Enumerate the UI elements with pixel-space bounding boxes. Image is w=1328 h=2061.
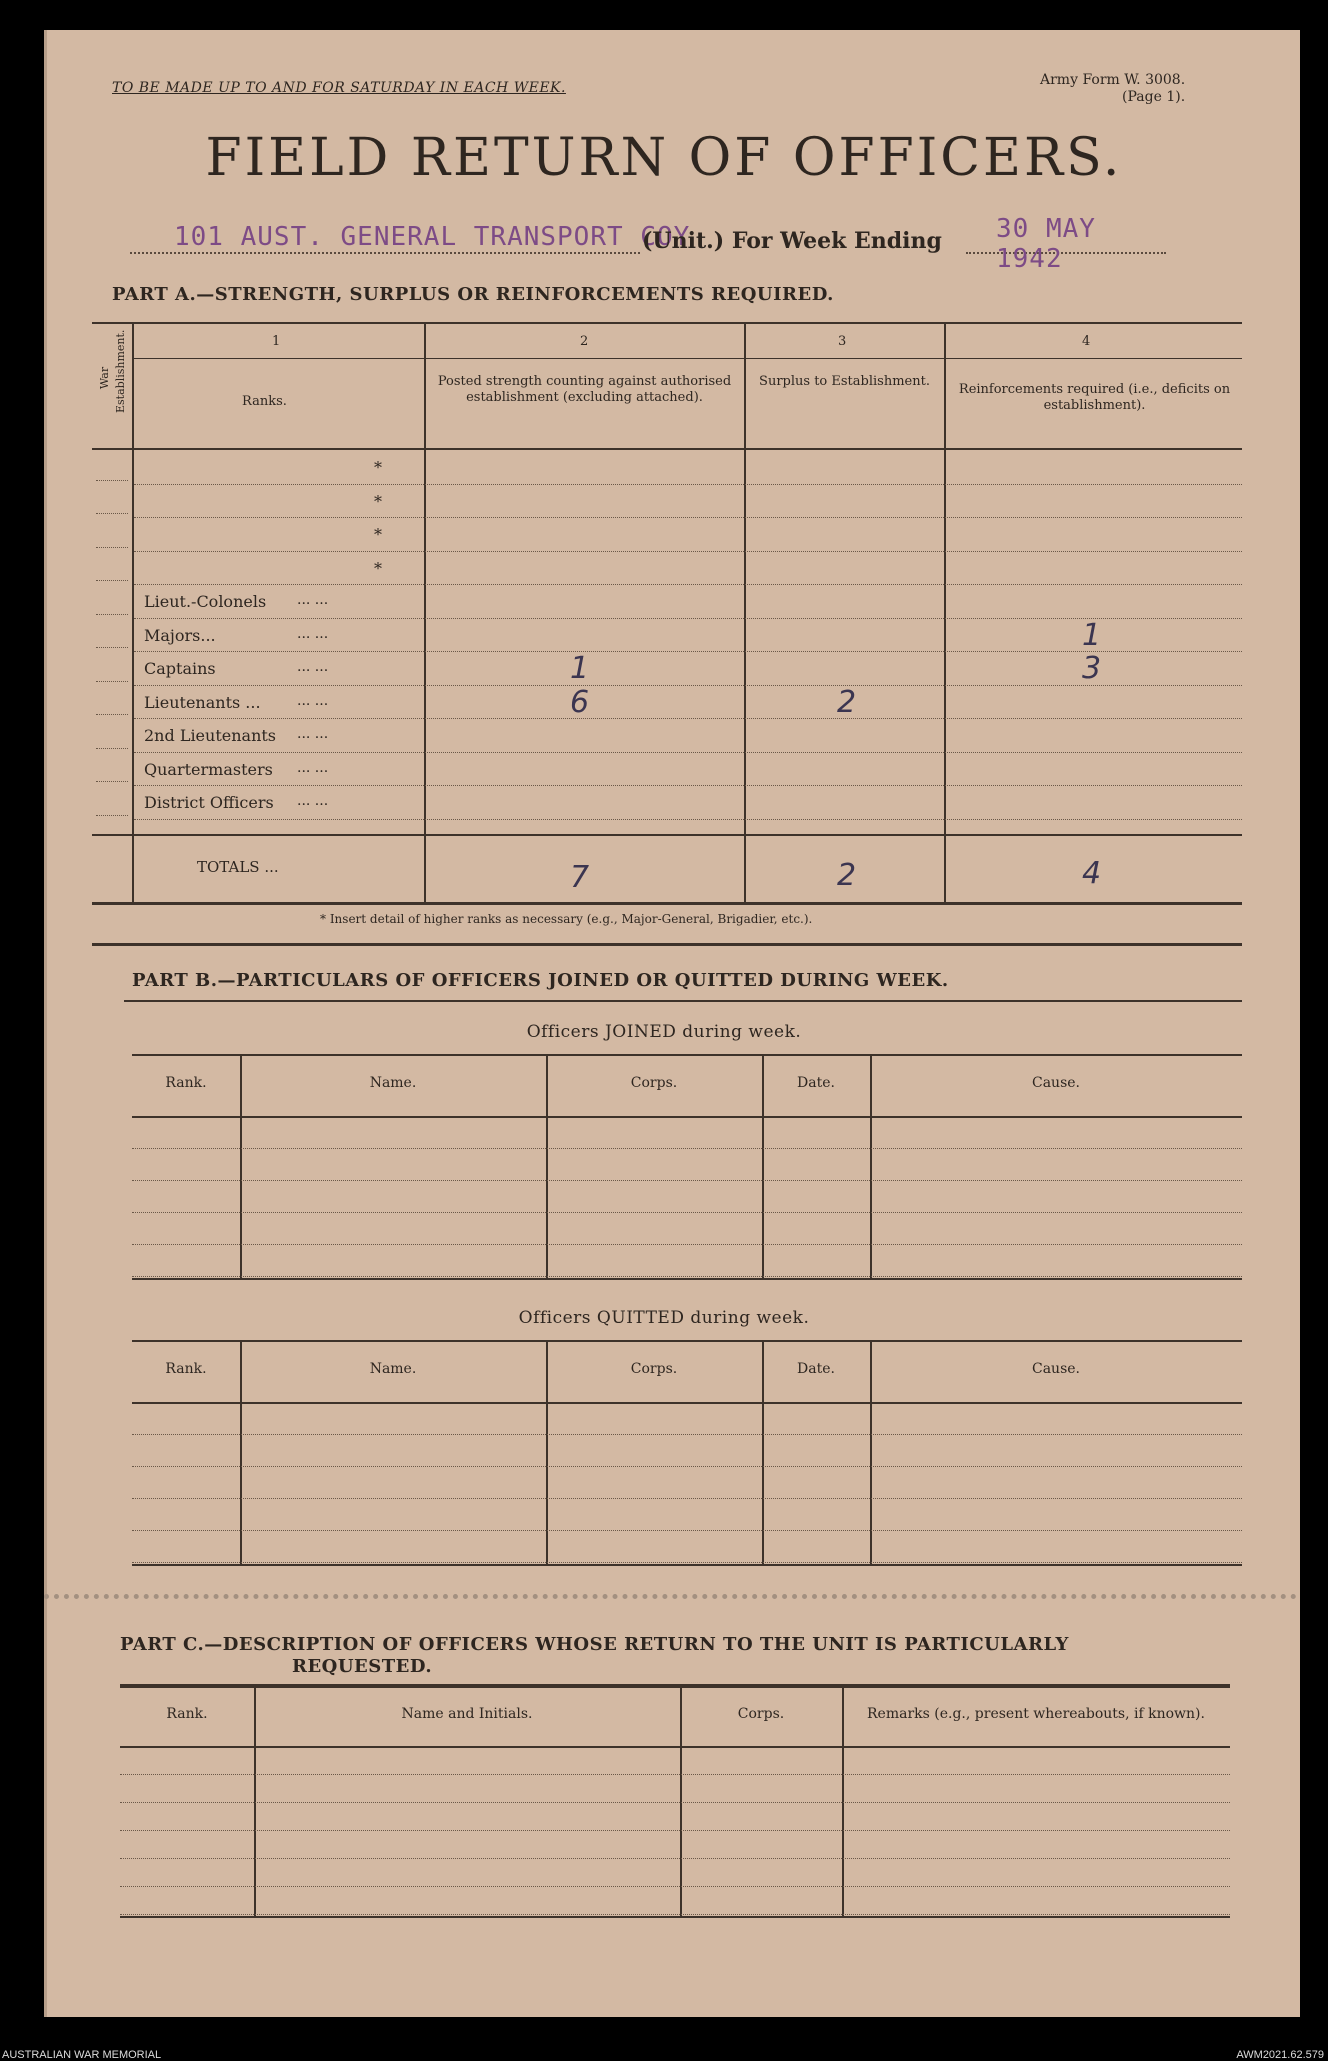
rank-dots: ... ... — [297, 592, 329, 608]
rank-dots: ... ... — [297, 759, 329, 776]
war-est-dots — [96, 781, 128, 782]
date-stamp: 30 MAY 1942 — [996, 214, 1096, 274]
table-header-rule — [132, 1402, 1242, 1404]
table-dotted-row — [132, 1466, 1242, 1467]
war-est-dots — [96, 580, 128, 581]
table-dotted-row — [132, 1434, 1242, 1435]
total-surplus: 2 — [837, 858, 857, 893]
col-number-3: 3 — [838, 334, 847, 349]
table-dotted-row — [120, 1914, 1230, 1915]
form-page-text: (Page 1). — [1122, 89, 1186, 105]
table-dotted-row — [120, 1858, 1230, 1859]
rank-label: Quartermasters — [144, 759, 273, 779]
war-est-dots — [96, 513, 128, 514]
rank-label: * — [374, 458, 382, 477]
war-establishment-label: War Establishment. — [98, 329, 127, 413]
part-a-table — [92, 322, 1242, 910]
column-header-2: Corps. — [737, 1706, 785, 1722]
table-dotted-row — [132, 1530, 1242, 1531]
row-dotted-line — [134, 517, 1242, 518]
rank-label: * — [374, 525, 382, 544]
rank-label: District Officers — [144, 793, 274, 812]
column-header-1: Name. — [369, 1075, 417, 1091]
rank-label: Lieutenants ... — [144, 692, 261, 712]
joined-title: Officers JOINED during week. — [526, 1022, 802, 1042]
table-dotted-row — [132, 1244, 1242, 1245]
cell-posted: 1 — [570, 651, 590, 686]
table-dotted-row — [120, 1802, 1230, 1803]
part-b-heading: PART B.—PARTICULARS OF OFFICERS JOINED OR QUITTED DURING WEEK. — [132, 970, 949, 991]
perforation-line — [44, 1594, 1297, 1599]
column-header-0: Rank. — [165, 1075, 207, 1091]
header-posted: Posted strength counting against authorised establishment (excluding attached). — [437, 374, 732, 405]
instruction-note: TO BE MADE UP TO AND FOR SATURDAY IN EACH WEEK. — [112, 80, 566, 96]
row-dotted-line — [134, 685, 1242, 686]
part-c-heading: PART C.—DESCRIPTION OF OFFICERS WHOSE RETURN TO THE UNIT IS PARTICULARLY — [120, 1634, 1069, 1655]
total-posted: 7 — [570, 860, 590, 895]
row-dotted-line — [134, 551, 1242, 552]
row-dotted-line — [134, 584, 1242, 585]
form-title: FIELD RETURN OF OFFICERS. — [205, 128, 1123, 188]
row-dotted-line — [134, 785, 1242, 786]
row-dotted-line — [134, 752, 1242, 753]
table-dotted-row — [132, 1276, 1242, 1277]
col-number-1: 1 — [272, 334, 281, 349]
part-a-footnote: * Insert detail of higher ranks as necessary (e.g., Major-General, Brigadier, etc.). — [320, 912, 813, 926]
rank-label: Majors... — [144, 625, 216, 645]
column-header-4: Cause. — [1032, 1075, 1080, 1091]
rank-dots: ... ... — [297, 726, 329, 742]
column-header-2: Corps. — [630, 1075, 678, 1091]
cell-surplus: 2 — [837, 684, 857, 720]
form-number-text: Army Form W. 3008. — [1040, 72, 1186, 88]
totals-label: TOTALS ... — [197, 858, 279, 876]
table-header-rule — [120, 1746, 1230, 1748]
header-reinforcements: Reinforcements required (i.e., deficits on establishment). — [958, 382, 1231, 413]
table-bottom-rule — [132, 1278, 1242, 1280]
part-c-table — [120, 1686, 1230, 1906]
header-ranks: Ranks. — [242, 394, 287, 409]
column-header-1: Name. — [369, 1361, 417, 1377]
table-header-rule — [132, 1116, 1242, 1118]
part-a-heading: PART A.—STRENGTH, SURPLUS OR REINFORCEMENTS REQUIRED. — [112, 284, 834, 305]
table-top-rule — [120, 1686, 1230, 1688]
row-dotted-line — [134, 651, 1242, 652]
table-dotted-row — [132, 1148, 1242, 1149]
table-bottom-rule — [132, 1564, 1242, 1566]
rank-label: Lieut.-Colonels — [144, 592, 267, 611]
footer-right-caption: AWM2021.62.579 — [1236, 2049, 1324, 2061]
rank-label: 2nd Lieutenants — [144, 726, 277, 745]
war-est-dots — [96, 614, 128, 615]
war-est-dots — [96, 547, 128, 548]
part-c-heading-cont: REQUESTED. — [292, 1656, 433, 1677]
war-est-dots — [96, 748, 128, 749]
footer-left-caption: AUSTRALIAN WAR MEMORIAL — [2, 2049, 162, 2061]
war-est-dots — [96, 480, 128, 481]
cell-reinf: 1 — [1082, 617, 1102, 653]
column-header-0: Rank. — [166, 1706, 208, 1722]
column-header-1: Name and Initials. — [401, 1706, 533, 1722]
joined-table — [132, 1054, 1242, 1284]
cell-reinf: 3 — [1082, 651, 1102, 686]
table-top-rule — [132, 1054, 1242, 1056]
column-header-3: Remarks (e.g., present whereabouts, if known). — [867, 1706, 1205, 1722]
rank-dots: ... ... — [297, 659, 329, 675]
column-header-3: Date. — [797, 1075, 835, 1091]
table-dotted-row — [132, 1180, 1242, 1181]
column-header-0: Rank. — [165, 1361, 207, 1377]
table-dotted-row — [120, 1830, 1230, 1831]
column-header-3: Date. — [797, 1361, 835, 1377]
row-dotted-line — [134, 618, 1242, 619]
rank-dots: ... ... — [297, 625, 329, 642]
rank-label: Captains — [144, 659, 216, 678]
cell-posted: 6 — [570, 684, 590, 720]
quitted-title: Officers QUITTED during week. — [518, 1308, 810, 1328]
rank-label: * — [374, 558, 382, 578]
unit-label: (Unit.) For Week Ending — [642, 228, 942, 254]
quitted-table — [132, 1340, 1242, 1570]
table-dotted-row — [132, 1212, 1242, 1213]
war-est-dots — [96, 681, 128, 682]
war-est-dots — [96, 714, 128, 715]
row-dotted-line — [134, 819, 1242, 820]
unit-stamp: 101 AUST. GENERAL TRANSPORT COY — [174, 222, 691, 252]
form-number — [1040, 72, 1185, 106]
table-dotted-row — [132, 1498, 1242, 1499]
table-dotted-row — [120, 1774, 1230, 1775]
rank-dots: ... ... — [297, 793, 329, 809]
col-number-4: 4 — [1082, 334, 1091, 349]
table-dotted-row — [132, 1562, 1242, 1563]
war-est-dots — [96, 815, 128, 816]
row-dotted-line — [134, 718, 1242, 719]
header-surplus: Surplus to Establishment. — [759, 374, 930, 389]
unit-dotted-line — [130, 252, 640, 254]
col-number-2: 2 — [580, 334, 589, 349]
rank-label: * — [374, 491, 382, 511]
table-bottom-rule — [120, 1916, 1230, 1918]
total-reinforcements: 4 — [1082, 856, 1102, 891]
unit-line — [130, 214, 1170, 274]
rank-dots: ... ... — [297, 692, 329, 709]
table-top-rule — [132, 1340, 1242, 1342]
column-header-4: Cause. — [1032, 1361, 1080, 1377]
war-est-dots — [96, 647, 128, 648]
table-dotted-row — [120, 1886, 1230, 1887]
row-dotted-line — [134, 484, 1242, 485]
column-header-2: Corps. — [630, 1361, 678, 1377]
